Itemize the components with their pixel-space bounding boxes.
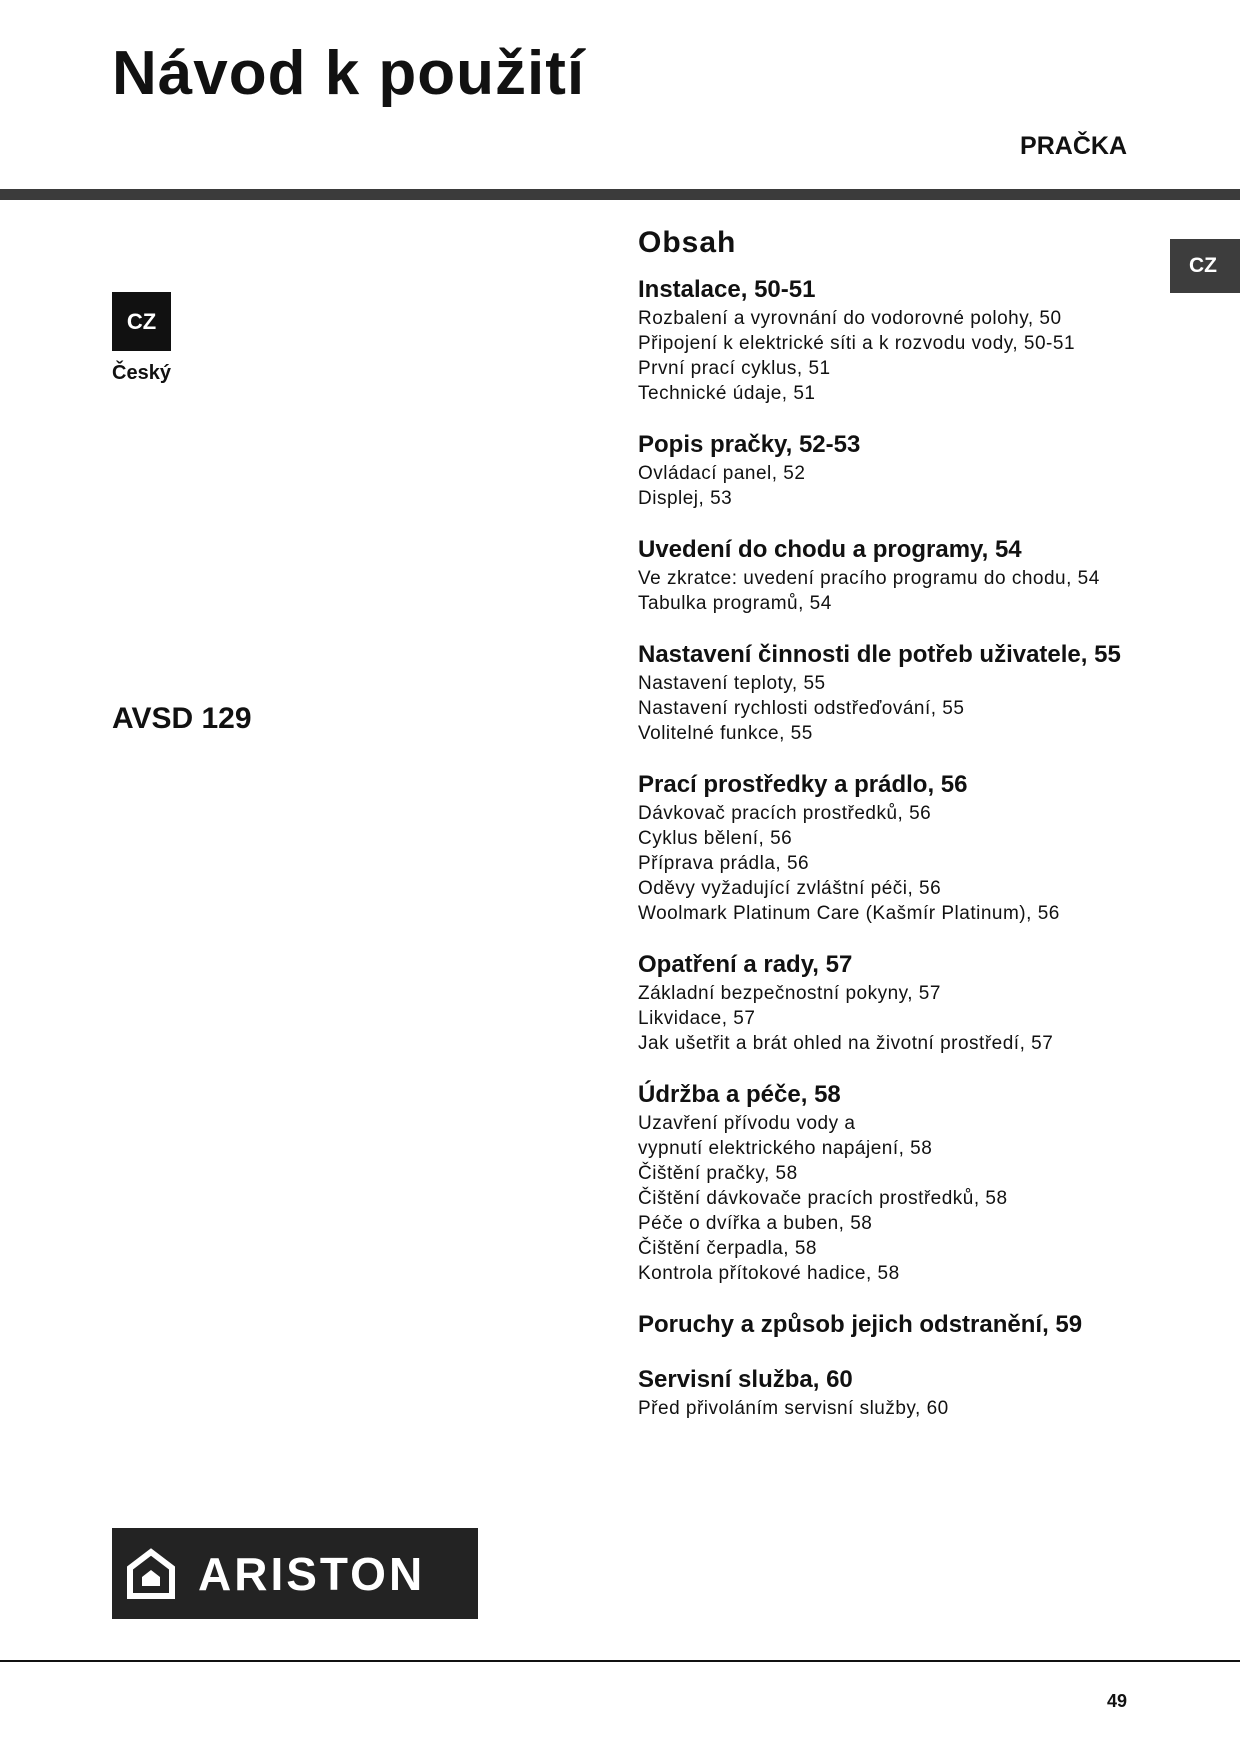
toc-item: Kontrola přítokové hadice, 58 bbox=[638, 1263, 900, 1284]
toc-section bbox=[638, 949, 1158, 1056]
language-name: Český bbox=[112, 362, 171, 384]
toc-section-title: Údržba a péče, 58 bbox=[638, 1081, 841, 1108]
toc-item: Péče o dvířka a buben, 58 bbox=[638, 1213, 873, 1234]
toc-section-title: Opatření a rady, 57 bbox=[638, 951, 853, 978]
ariston-logo bbox=[112, 1528, 478, 1619]
toc-item: Oděvy vyžadující zvláštní péči, 56 bbox=[638, 878, 942, 899]
toc-section-title: Uvedení do chodu a programy, 54 bbox=[638, 536, 1022, 563]
toc-section bbox=[638, 769, 1158, 926]
page-number: 49 bbox=[1106, 1691, 1127, 1711]
toc-item: Čištění pračky, 58 bbox=[638, 1163, 798, 1184]
table-of-contents bbox=[638, 226, 1158, 1444]
toc-item: Technické údaje, 51 bbox=[638, 383, 816, 404]
toc-item: Čištění čerpadla, 58 bbox=[638, 1238, 817, 1259]
house-icon bbox=[126, 1548, 176, 1600]
model-number: AVSD 129 bbox=[112, 702, 252, 735]
toc-section bbox=[638, 1079, 1158, 1286]
toc-item: Woolmark Platinum Care (Kašmír Platinum), 56 bbox=[638, 903, 1060, 924]
toc-item: Likvidace, 57 bbox=[638, 1008, 756, 1029]
toc-item: Čištění dávkovače pracích prostředků, 58 bbox=[638, 1188, 1008, 1209]
toc-sections bbox=[638, 274, 1158, 1421]
toc-section bbox=[638, 1309, 1158, 1341]
toc-section-title: Instalace, 50-51 bbox=[638, 276, 816, 303]
toc-section-title: Poruchy a způsob jejich odstranění, 59 bbox=[638, 1311, 1083, 1338]
toc-section bbox=[638, 274, 1158, 406]
toc-section bbox=[638, 429, 1158, 511]
toc-item: Nastavení rychlosti odstřeďování, 55 bbox=[638, 698, 965, 719]
logo-text: ARISTON bbox=[198, 1547, 426, 1600]
toc-item: Před přivoláním servisní služby, 60 bbox=[638, 1398, 949, 1419]
toc-item: Tabulka programů, 54 bbox=[638, 593, 832, 614]
toc-item: Základní bezpečnostní pokyny, 57 bbox=[638, 983, 941, 1004]
toc-item: Dávkovač pracích prostředků, 56 bbox=[638, 803, 932, 824]
toc-item: První prací cyklus, 51 bbox=[638, 358, 831, 379]
document-title: Návod k použití bbox=[112, 39, 586, 108]
toc-item: Cyklus bělení, 56 bbox=[638, 828, 793, 849]
toc-section-title: Nastavení činnosti dle potřeb uživatele, 55 bbox=[638, 641, 1121, 668]
language-code-box: CZ bbox=[112, 292, 171, 351]
toc-item: Jak ušetřit a brát ohled na životní prostředí, 57 bbox=[638, 1033, 1054, 1054]
toc-section-title: Prací prostředky a prádlo, 56 bbox=[638, 771, 968, 798]
toc-section bbox=[638, 1364, 1158, 1421]
top-divider bbox=[0, 189, 1240, 200]
toc-item: vypnutí elektrického napájení, 58 bbox=[638, 1138, 933, 1159]
toc-heading: Obsah bbox=[638, 226, 737, 259]
toc-item: Rozbalení a vyrovnání do vodorovné polohy, 50 bbox=[638, 308, 1062, 329]
toc-item: Uzavření přívodu vody a bbox=[638, 1113, 856, 1134]
toc-section-title: Popis pračky, 52-53 bbox=[638, 431, 861, 458]
language-side-tab: CZ bbox=[1170, 239, 1240, 293]
toc-item: Ovládací panel, 52 bbox=[638, 463, 806, 484]
toc-section bbox=[638, 534, 1158, 616]
product-type: PRAČKA bbox=[1020, 132, 1127, 160]
toc-item: Připojení k elektrické síti a k rozvodu vody, 50-51 bbox=[638, 333, 1076, 354]
toc-item: Ve zkratce: uvedení pracího programu do chodu, 54 bbox=[638, 568, 1100, 589]
toc-section-title: Servisní služba, 60 bbox=[638, 1366, 853, 1393]
toc-item: Příprava prádla, 56 bbox=[638, 853, 810, 874]
toc-item: Displej, 53 bbox=[638, 488, 733, 509]
bottom-divider bbox=[0, 1660, 1240, 1662]
toc-item: Volitelné funkce, 55 bbox=[638, 723, 813, 744]
toc-section bbox=[638, 639, 1158, 746]
toc-item: Nastavení teploty, 55 bbox=[638, 673, 826, 694]
